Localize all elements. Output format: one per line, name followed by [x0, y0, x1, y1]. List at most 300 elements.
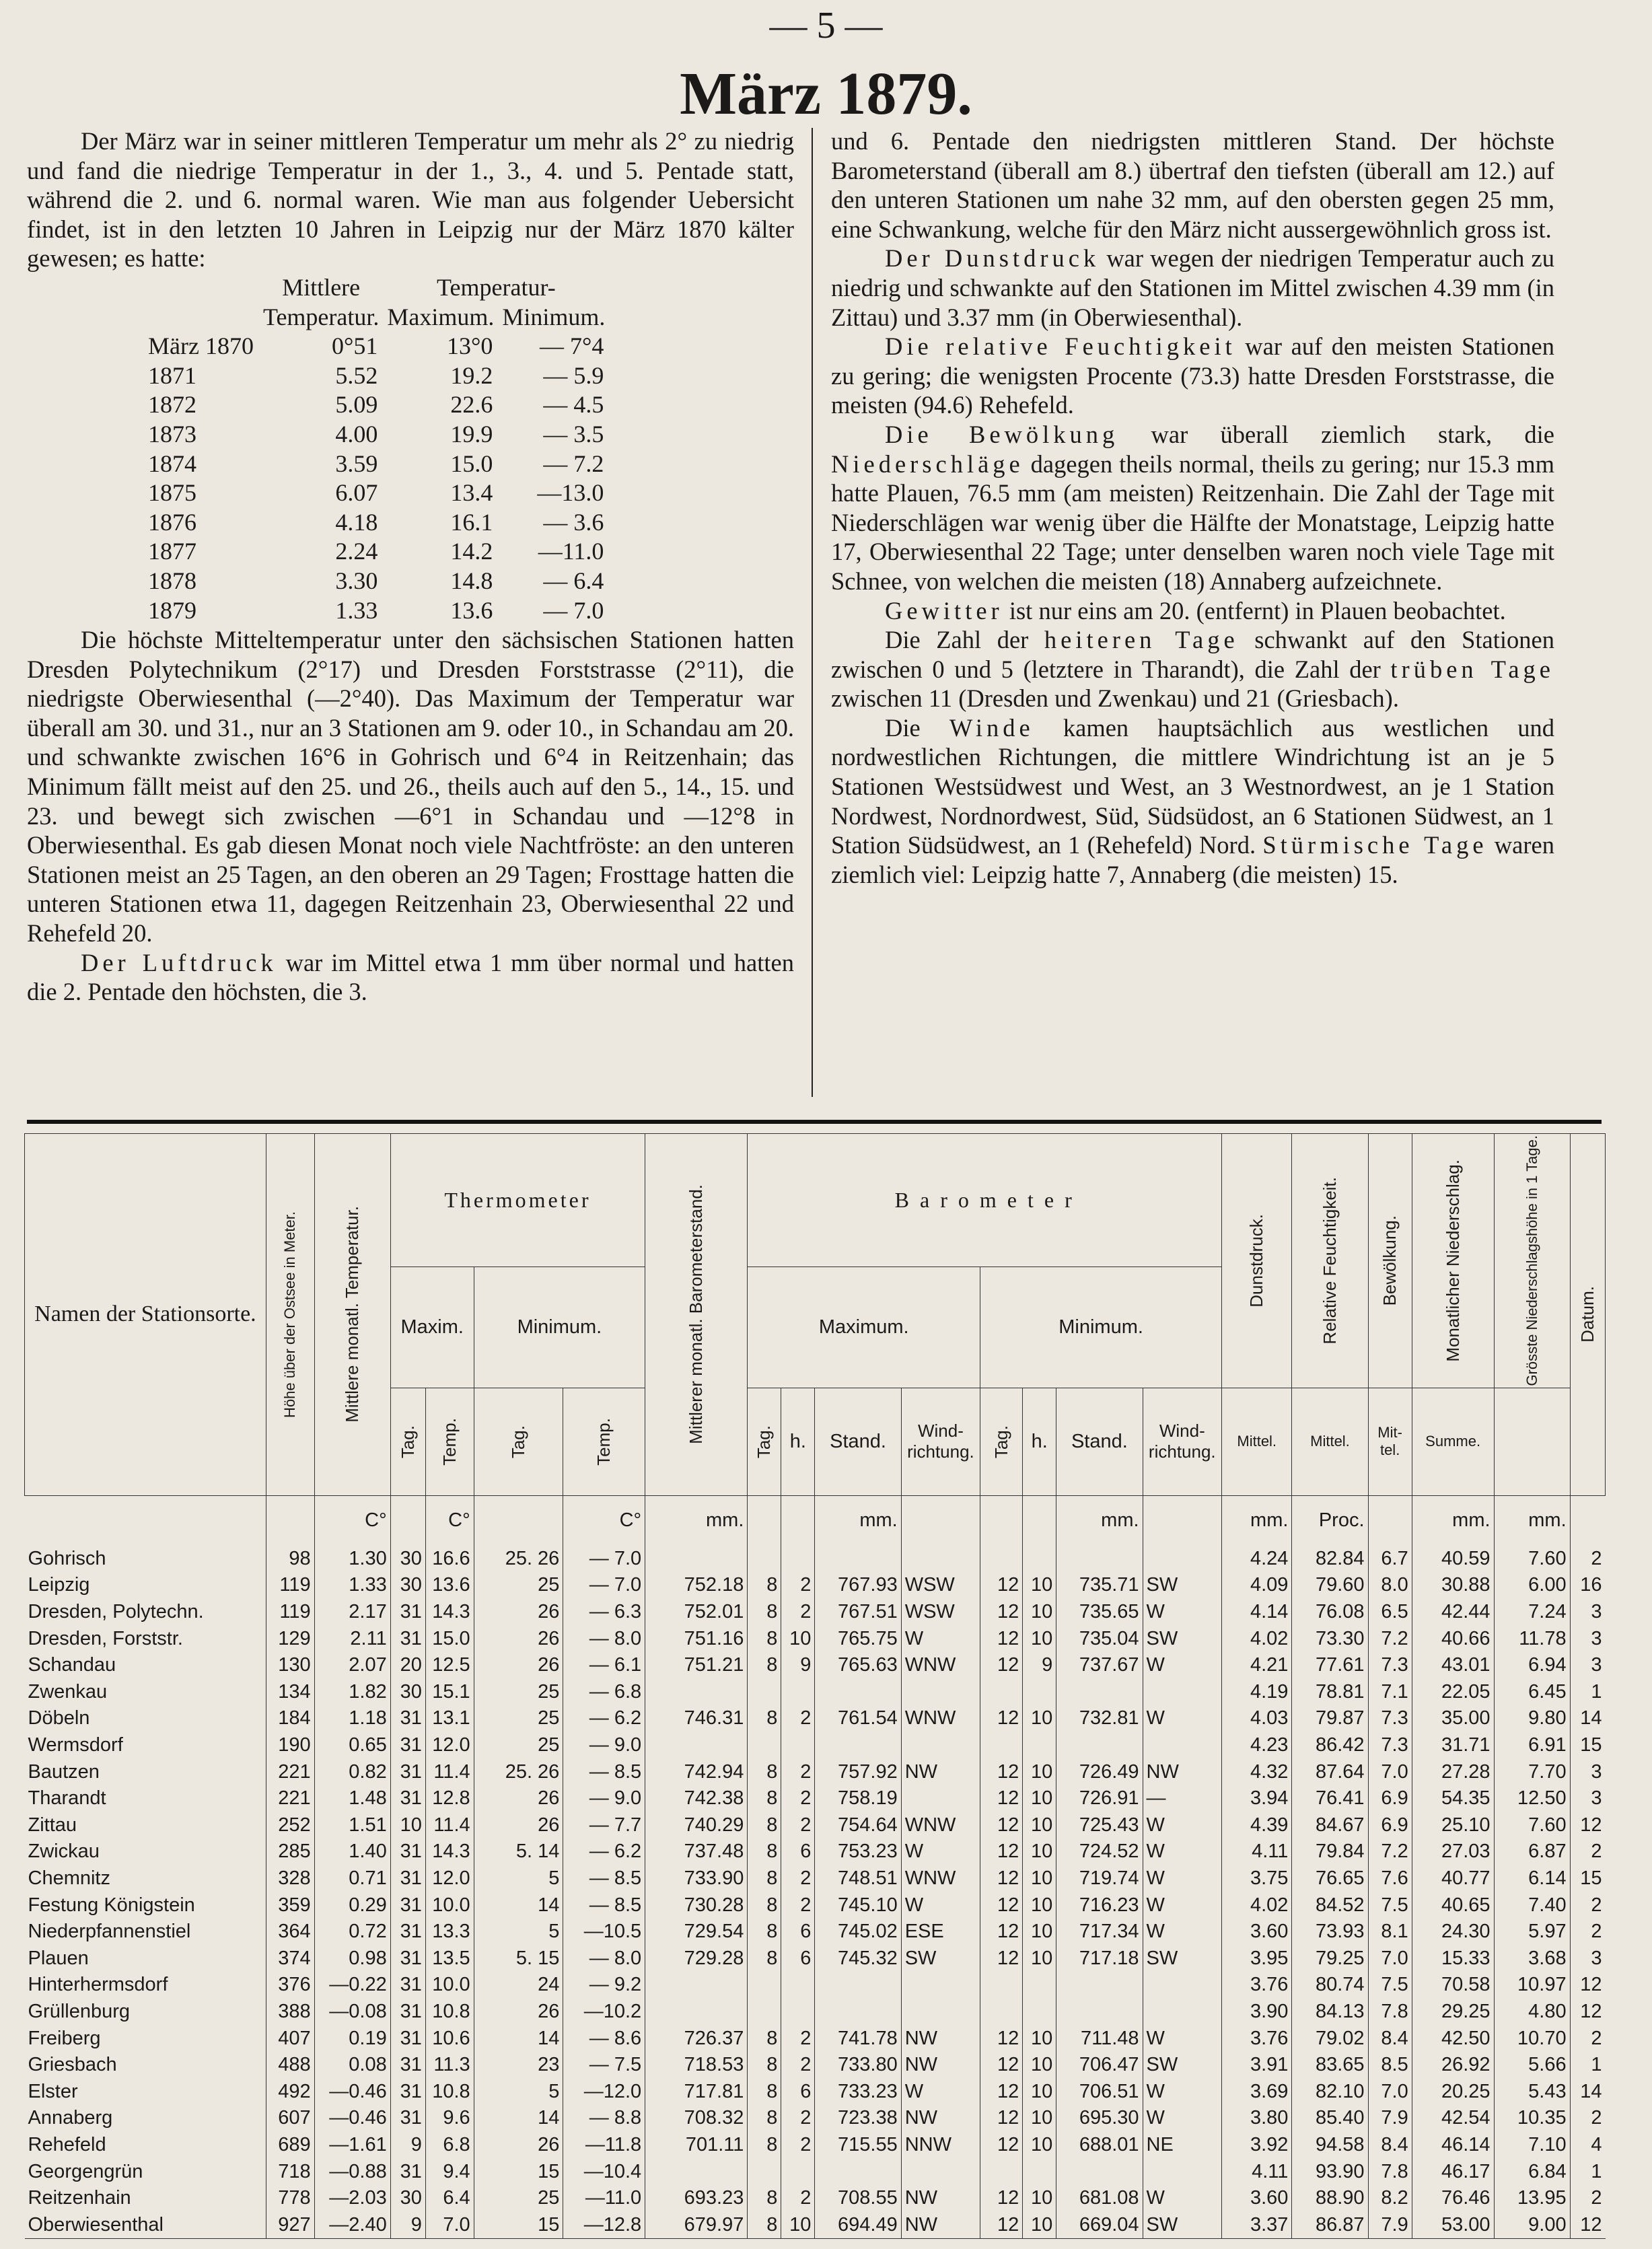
cell-cloud: 7.0: [1368, 1945, 1412, 1972]
term-gewitter: Gewitter: [885, 596, 1003, 624]
unit-blank: [781, 1495, 815, 1546]
th-baro-mean: [645, 1134, 748, 1496]
cell-humidity: 80.74: [1292, 1972, 1368, 1999]
cell-max-day: 31: [390, 1732, 425, 1759]
th-mean-temp-text: Mittlere monatl. Temperatur.: [342, 1206, 363, 1423]
unit-blank: [1143, 1495, 1221, 1546]
year-cell-max: 13°0: [446, 332, 493, 360]
year-cell-min: — 7.0: [543, 596, 604, 624]
cell-vapour: 3.69: [1222, 2078, 1292, 2105]
cell-bmin-day: 12: [980, 1865, 1023, 1892]
cell-vapour: 3.75: [1222, 1865, 1292, 1892]
cell-cloud: 7.2: [1368, 1839, 1412, 1865]
cell-date: 2: [1570, 1839, 1605, 1865]
table-row: [25, 1652, 1606, 1679]
th-bmax-tag: [748, 1388, 781, 1495]
unit-mm: mm.: [645, 1495, 748, 1546]
unit-mm: mm.: [1412, 1495, 1494, 1546]
cell-humidity: 77.61: [1292, 1652, 1368, 1679]
cell-height: 119: [266, 1572, 314, 1599]
cell-mean-temp: 1.30: [314, 1546, 390, 1573]
cell-bmin-day: 12: [980, 2025, 1023, 2052]
cell-mean-temp: 1.51: [314, 1812, 390, 1839]
cell-min-day: 24: [474, 1972, 563, 1999]
year-row: [27, 332, 609, 361]
cell-height: 119: [266, 1599, 314, 1626]
cell-vapour: 4.02: [1222, 1625, 1292, 1652]
cell-bmax-day: 8: [748, 1892, 781, 1919]
cell-bmax-wind: NW: [901, 2025, 980, 2052]
cell-vapour: 4.03: [1222, 1705, 1292, 1732]
cell-bmax-hour: 2: [781, 1865, 815, 1892]
cell-height: 407: [266, 2025, 314, 2052]
cell-humidity: 88.90: [1292, 2185, 1368, 2212]
year-cell-min: —11.0: [538, 538, 604, 565]
cell-station: Oberwiesenthal: [25, 2211, 266, 2238]
cell-mean-temp: 1.48: [314, 1785, 390, 1812]
cell-date: 2: [1570, 2185, 1605, 2212]
right-paragraph-5-text: ist nur eins am 20. (entfernt) in Plauen beobachtet.: [1003, 596, 1506, 624]
th-bmax-h: h.: [781, 1388, 815, 1495]
right-paragraph-5: [831, 596, 1554, 626]
table-row: [25, 1599, 1606, 1626]
year-cell-min: — 4.5: [543, 391, 604, 419]
cell-baro-mean: 752.18: [645, 1572, 748, 1599]
cell-bmax-day: 8: [748, 1625, 781, 1652]
cell-vapour: 4.39: [1222, 1812, 1292, 1839]
year-cell-year: 1872: [148, 391, 196, 419]
cell-date: 2: [1570, 1546, 1605, 1573]
cell-precip: 54.35: [1412, 1785, 1494, 1812]
cell-station: Freiberg: [28, 2027, 101, 2049]
cell-bmax-stand: [815, 1546, 901, 1573]
cell-height: 374: [266, 1945, 314, 1972]
th-vapour-text: Dunstdruck.: [1246, 1213, 1267, 1308]
cell-bmax-hour: [781, 1999, 815, 2026]
cell-bmax-hour: 10: [781, 2211, 815, 2238]
cell-humidity: 79.84: [1292, 1839, 1368, 1865]
cell-bmin-wind: W: [1143, 2105, 1221, 2132]
cell-bmax-wind: WNW: [901, 1705, 980, 1732]
cell-bmax-wind: NW: [901, 1758, 980, 1785]
cell-max-precip: 6.45: [1494, 1679, 1570, 1706]
table-row: [25, 2078, 1606, 2105]
cell-bmax-wind: NNW: [901, 2132, 980, 2159]
th-mittel-1: Mittel.: [1222, 1388, 1292, 1495]
unit-blank: [390, 1495, 425, 1546]
left-paragraph-1: Der März war in seiner mittleren Temperatur um mehr als 2° zu niedrig und fand die niedrige Temperatur in der 1., 3., 4. und 5. Pentade statt, während die 2. und 6. normal waren. Wie man aus folgender Uebersicht findet, ist in den letzten 10 Jahren in Leipzig nur der März 1870 kälter gewesen; es hatte:: [27, 127, 794, 273]
unit-c: C°: [314, 1495, 390, 1546]
cell-cloud: 7.0: [1368, 1758, 1412, 1785]
cell-max-precip: 7.60: [1494, 1546, 1570, 1573]
cell-cloud: 7.8: [1368, 1999, 1412, 2026]
cell-date: 14: [1570, 2078, 1605, 2105]
cell-mean-temp: 2.17: [314, 1599, 390, 1626]
cell-bmin-stand: [1056, 2158, 1143, 2185]
table-row: [25, 1972, 1606, 1999]
th-minim: Minimum.: [474, 1267, 645, 1388]
cell-bmax-stand: 757.92: [815, 1758, 901, 1785]
th-bmax-stand: Stand.: [815, 1388, 901, 1495]
cell-bmax-stand: 715.55: [815, 2132, 901, 2159]
cell-max-day: 31: [390, 1919, 425, 1945]
cell-baro-mean: 701.11: [645, 2132, 748, 2159]
cell-date: 3: [1570, 1652, 1605, 1679]
year-row: [27, 478, 609, 508]
th-height-text: Höhe über der Ostsee in Meter.: [281, 1211, 299, 1418]
year-cell-mean: 5.09: [335, 391, 378, 419]
cell-min-temp: — 7.0: [563, 1546, 645, 1573]
cell-bmax-day: 8: [748, 2185, 781, 2212]
cell-cloud: 7.9: [1368, 2211, 1412, 2238]
cell-bmax-day: 8: [748, 1599, 781, 1626]
cell-bmin-wind: SW: [1143, 2052, 1221, 2079]
year-cell-min: — 7°4: [540, 332, 604, 360]
cell-humidity: 87.64: [1292, 1758, 1368, 1785]
th-precip: [1412, 1134, 1494, 1388]
cell-mean-temp: 2.11: [314, 1625, 390, 1652]
cell-bmin-hour: [1023, 1546, 1056, 1573]
cell-max-temp: 16.6: [425, 1546, 474, 1573]
cell-max-temp: 10.0: [425, 1972, 474, 1999]
cell-vapour: 4.24: [1222, 1546, 1292, 1573]
cell-humidity: 83.65: [1292, 2052, 1368, 2079]
cell-min-day: 5: [474, 1919, 563, 1945]
right-paragraph-7a: Die: [885, 713, 949, 742]
cell-max-temp: 14.3: [425, 1599, 474, 1626]
th-vapour: [1222, 1134, 1292, 1388]
cell-cloud: 7.1: [1368, 1679, 1412, 1706]
cell-height: 492: [266, 2078, 314, 2105]
cell-max-precip: 7.70: [1494, 1758, 1570, 1785]
cell-bmax-stand: 767.51: [815, 1599, 901, 1626]
right-paragraph-6b: schwankt auf den Stationen zwischen 0 und 5 (letztere in Tharandt), die Zahl der: [831, 626, 1554, 683]
cell-date: 2: [1570, 1919, 1605, 1945]
cell-bmax-day: 8: [748, 1705, 781, 1732]
cell-bmin-stand: 735.65: [1056, 1599, 1143, 1626]
cell-mean-temp: —0.46: [314, 2078, 390, 2105]
cell-precip: 20.25: [1412, 2078, 1494, 2105]
cell-bmin-hour: 10: [1023, 1839, 1056, 1865]
cell-station: Dresden, Polytechn.: [28, 1601, 204, 1623]
year-row: [27, 450, 609, 479]
cell-bmin-stand: 717.34: [1056, 1919, 1143, 1945]
table-row: [25, 1732, 1606, 1759]
left-column: [27, 127, 794, 1007]
year-cell-year: 1877: [148, 538, 196, 565]
th-maxim: Maxim.: [390, 1267, 474, 1388]
cell-min-day: 26: [474, 2132, 563, 2159]
cell-bmax-day: [748, 1732, 781, 1759]
cell-max-day: 31: [390, 1972, 425, 1999]
cell-bmax-hour: 2: [781, 2185, 815, 2212]
right-paragraph-4: [831, 420, 1554, 596]
cell-date: 2: [1570, 2025, 1605, 2052]
cell-station: Gohrisch: [28, 1547, 106, 1569]
left-paragraph-3: [27, 948, 794, 1007]
table-row: [25, 1758, 1606, 1785]
cell-max-temp: 6.4: [425, 2185, 474, 2212]
cell-min-day: 25: [474, 1705, 563, 1732]
table-row: [25, 1785, 1606, 1812]
cell-max-precip: 6.14: [1494, 1865, 1570, 1892]
cell-bmax-stand: 694.49: [815, 2211, 901, 2238]
year-cell-mean: 0°51: [331, 332, 378, 360]
cell-cloud: 7.9: [1368, 2105, 1412, 2132]
cell-bmin-hour: [1023, 1679, 1056, 1706]
th-bmin-h: h.: [1023, 1388, 1056, 1495]
cell-bmin-wind: SW: [1143, 1625, 1221, 1652]
cell-vapour: 4.02: [1222, 1892, 1292, 1919]
th-humidity: [1292, 1134, 1368, 1388]
cell-date: 1: [1570, 2158, 1605, 2185]
th-height: [266, 1134, 314, 1496]
cell-bmin-stand: 719.74: [1056, 1865, 1143, 1892]
cell-bmin-wind: [1143, 1546, 1221, 1573]
right-paragraph-3: [831, 332, 1554, 420]
cell-bmin-hour: [1023, 1972, 1056, 1999]
cell-station: Rehefeld: [28, 2133, 106, 2155]
cell-bmax-stand: 767.93: [815, 1572, 901, 1599]
year-cell-min: —13.0: [537, 479, 604, 507]
cell-bmax-wind: [901, 1732, 980, 1759]
cell-station: Chemnitz: [28, 1867, 110, 1890]
cell-date: 3: [1570, 1785, 1605, 1812]
year-cell-year: 1878: [148, 567, 196, 594]
cell-humidity: 79.87: [1292, 1705, 1368, 1732]
cell-min-day: 26: [474, 1785, 563, 1812]
cell-bmin-hour: 10: [1023, 1625, 1056, 1652]
cell-bmin-stand: 688.01: [1056, 2132, 1143, 2159]
cell-bmax-hour: 2: [781, 2052, 815, 2079]
cell-cloud: 8.0: [1368, 1572, 1412, 1599]
cell-height: 359: [266, 1892, 314, 1919]
cell-bmax-hour: [781, 1546, 815, 1573]
cell-bmin-hour: 10: [1023, 2078, 1056, 2105]
cell-min-day: 26: [474, 1812, 563, 1839]
unit-mm: mm.: [1056, 1495, 1143, 1546]
cell-max-precip: 10.97: [1494, 1972, 1570, 1999]
left-paragraph-3-text: war im Mittel etwa 1 mm über normal und hatten die 2. Pentade den höchsten, die 3.: [27, 948, 794, 1006]
cell-height: 130: [266, 1652, 314, 1679]
cell-cloud: 8.2: [1368, 2185, 1412, 2212]
table-row: [25, 2211, 1606, 2238]
cell-date: 15: [1570, 1732, 1605, 1759]
cell-mean-temp: —0.88: [314, 2158, 390, 2185]
cell-vapour: 4.19: [1222, 1679, 1292, 1706]
year-row: [27, 361, 609, 391]
cell-humidity: 94.58: [1292, 2132, 1368, 2159]
year-cell-max: 14.8: [450, 567, 493, 594]
cell-bmin-wind: W: [1143, 1892, 1221, 1919]
cell-bmax-stand: 765.75: [815, 1625, 901, 1652]
year-cell-year: 1871: [148, 361, 196, 389]
cell-station: Döbeln: [28, 1707, 90, 1729]
cell-bmax-hour: 10: [781, 1625, 815, 1652]
cell-date: 4: [1570, 2132, 1605, 2159]
cell-baro-mean: 737.48: [645, 1839, 748, 1865]
unit-blank: [266, 1495, 314, 1546]
cell-bmin-hour: [1023, 2158, 1056, 2185]
term-dunstdruck: Der Dunstdruck: [885, 244, 1100, 273]
page-number: — 5 —: [769, 5, 883, 46]
cell-bmin-stand: 735.04: [1056, 1625, 1143, 1652]
cell-bmax-wind: [901, 1972, 980, 1999]
right-paragraph-6: [831, 625, 1554, 713]
table-row: [25, 1919, 1606, 1945]
cell-baro-mean: 733.90: [645, 1865, 748, 1892]
cell-bmin-stand: [1056, 1546, 1143, 1573]
cell-precip: 27.03: [1412, 1839, 1494, 1865]
cell-max-precip: 6.91: [1494, 1732, 1570, 1759]
cell-min-temp: — 8.5: [563, 1758, 645, 1785]
cell-bmin-stand: 716.23: [1056, 1892, 1143, 1919]
th-mean: Mittlere: [282, 273, 361, 301]
cell-bmin-day: 12: [980, 1892, 1023, 1919]
cell-humidity: 84.52: [1292, 1892, 1368, 1919]
cell-baro-mean: 740.29: [645, 1812, 748, 1839]
cell-date: 3: [1570, 1758, 1605, 1785]
cell-bmax-hour: 2: [781, 1758, 815, 1785]
year-cell-mean: 3.59: [335, 450, 378, 477]
cell-baro-mean: 717.81: [645, 2078, 748, 2105]
cell-station: Georgengrün: [28, 2160, 143, 2182]
cell-min-temp: —10.5: [563, 1919, 645, 1945]
cell-max-day: 31: [390, 1945, 425, 1972]
cell-max-temp: 9.4: [425, 2158, 474, 2185]
cell-bmax-wind: [901, 1785, 980, 1812]
cell-min-temp: — 9.0: [563, 1785, 645, 1812]
cell-bmax-hour: [781, 1972, 815, 1999]
table-row: [25, 2185, 1606, 2212]
cell-vapour: 4.11: [1222, 2158, 1292, 2185]
year-cell-mean: 2.24: [335, 538, 378, 565]
cell-date: 1: [1570, 2052, 1605, 2079]
cell-max-day: 30: [390, 1679, 425, 1706]
cell-max-day: 31: [390, 1892, 425, 1919]
cell-cloud: 7.8: [1368, 2158, 1412, 2185]
cell-bmax-hour: 2: [781, 2105, 815, 2132]
cell-mean-temp: 0.72: [314, 1919, 390, 1945]
cell-cloud: 7.3: [1368, 1705, 1412, 1732]
cell-min-day: 14: [474, 2025, 563, 2052]
right-paragraph-4-text: war überall ziemlich stark, die: [1118, 420, 1554, 448]
cell-bmax-stand: [815, 1972, 901, 1999]
cell-date: 16: [1570, 1572, 1605, 1599]
cell-bmin-stand: 706.47: [1056, 2052, 1143, 2079]
cell-max-temp: 13.6: [425, 1572, 474, 1599]
year-cell-year: 1876: [148, 508, 196, 536]
cell-bmin-hour: 10: [1023, 1919, 1056, 1945]
cell-cloud: 6.7: [1368, 1546, 1412, 1573]
cell-bmin-hour: 10: [1023, 1892, 1056, 1919]
year-cell-mean: 6.07: [335, 479, 378, 507]
cell-bmin-wind: W: [1143, 1839, 1221, 1865]
cell-max-precip: 4.80: [1494, 1999, 1570, 2026]
cell-bmin-stand: 735.71: [1056, 1572, 1143, 1599]
cell-baro-mean: [645, 1999, 748, 2026]
cell-vapour: 3.37: [1222, 2211, 1292, 2238]
cell-max-precip: 6.00: [1494, 1572, 1570, 1599]
cell-bmax-hour: 6: [781, 2078, 815, 2105]
cell-max-day: 31: [390, 1625, 425, 1652]
cell-bmax-day: 8: [748, 1839, 781, 1865]
cell-bmin-day: 12: [980, 1625, 1023, 1652]
th-min-tag-text: Tag.: [508, 1425, 528, 1458]
cell-height: 689: [266, 2132, 314, 2159]
cell-bmax-day: [748, 1546, 781, 1573]
th-mean-temp: [314, 1134, 390, 1496]
cell-precip: 27.28: [1412, 1758, 1494, 1785]
cell-bmin-day: 12: [980, 2211, 1023, 2238]
unit-blank: [25, 1495, 266, 1546]
cell-humidity: 82.84: [1292, 1546, 1368, 1573]
cell-bmax-day: 8: [748, 1758, 781, 1785]
cell-bmax-day: 8: [748, 2105, 781, 2132]
cell-bmax-wind: WSW: [901, 1599, 980, 1626]
cell-bmin-day: 12: [980, 1652, 1023, 1679]
unit-blank: [980, 1495, 1023, 1546]
cell-max-day: 31: [390, 1599, 425, 1626]
cell-bmin-wind: SW: [1143, 2211, 1221, 2238]
table-row: [25, 2025, 1606, 2052]
cell-mean-temp: —2.03: [314, 2185, 390, 2212]
cell-min-day: 26: [474, 1652, 563, 1679]
cell-height: 184: [266, 1705, 314, 1732]
year-cell-min: — 5.9: [543, 361, 604, 389]
cell-precip: 29.25: [1412, 1999, 1494, 2026]
cell-bmax-wind: ESE: [901, 1919, 980, 1945]
right-paragraph-7: [831, 713, 1554, 890]
cell-bmax-hour: 2: [781, 2132, 815, 2159]
cell-max-day: 9: [390, 2211, 425, 2238]
cell-vapour: 3.76: [1222, 2025, 1292, 2052]
cell-humidity: 76.65: [1292, 1865, 1368, 1892]
cell-max-temp: 15.0: [425, 1625, 474, 1652]
cell-humidity: 76.08: [1292, 1599, 1368, 1626]
cell-max-temp: 13.1: [425, 1705, 474, 1732]
cell-bmax-day: 8: [748, 2078, 781, 2105]
th-bmin-tag-text: Tag.: [991, 1425, 1011, 1458]
cell-bmin-day: 12: [980, 1758, 1023, 1785]
cell-max-temp: 9.6: [425, 2105, 474, 2132]
cell-min-day: 25. 26: [474, 1758, 563, 1785]
th-max-tag-text: Tag.: [397, 1425, 418, 1458]
cell-date: 3: [1570, 1599, 1605, 1626]
cell-max-precip: 13.95: [1494, 2185, 1570, 2212]
th-baro-mean-text: Mittlerer monatl. Barometerstand.: [686, 1184, 707, 1445]
cell-cloud: 8.4: [1368, 2025, 1412, 2052]
cell-bmin-stand: 706.51: [1056, 2078, 1143, 2105]
table-row: [25, 1812, 1606, 1839]
unit-mm: mm.: [1222, 1495, 1292, 1546]
term-truebe-tage: trüben Tage: [1390, 655, 1554, 683]
cell-cloud: 7.3: [1368, 1652, 1412, 1679]
cell-bmin-stand: [1056, 1972, 1143, 1999]
cell-cloud: 7.5: [1368, 1972, 1412, 1999]
cell-bmax-stand: [815, 1679, 901, 1706]
cell-min-temp: — 6.2: [563, 1705, 645, 1732]
cell-bmin-hour: 9: [1023, 1652, 1056, 1679]
cell-max-day: 10: [390, 1812, 425, 1839]
cell-bmin-hour: 10: [1023, 1945, 1056, 1972]
year-cell-max: 16.1: [450, 508, 493, 536]
cell-max-temp: 12.0: [425, 1865, 474, 1892]
cell-humidity: 86.87: [1292, 2211, 1368, 2238]
year-cell-max: 13.6: [450, 596, 493, 624]
cell-max-day: 31: [390, 1839, 425, 1865]
th-max: Maximum.: [387, 303, 495, 330]
